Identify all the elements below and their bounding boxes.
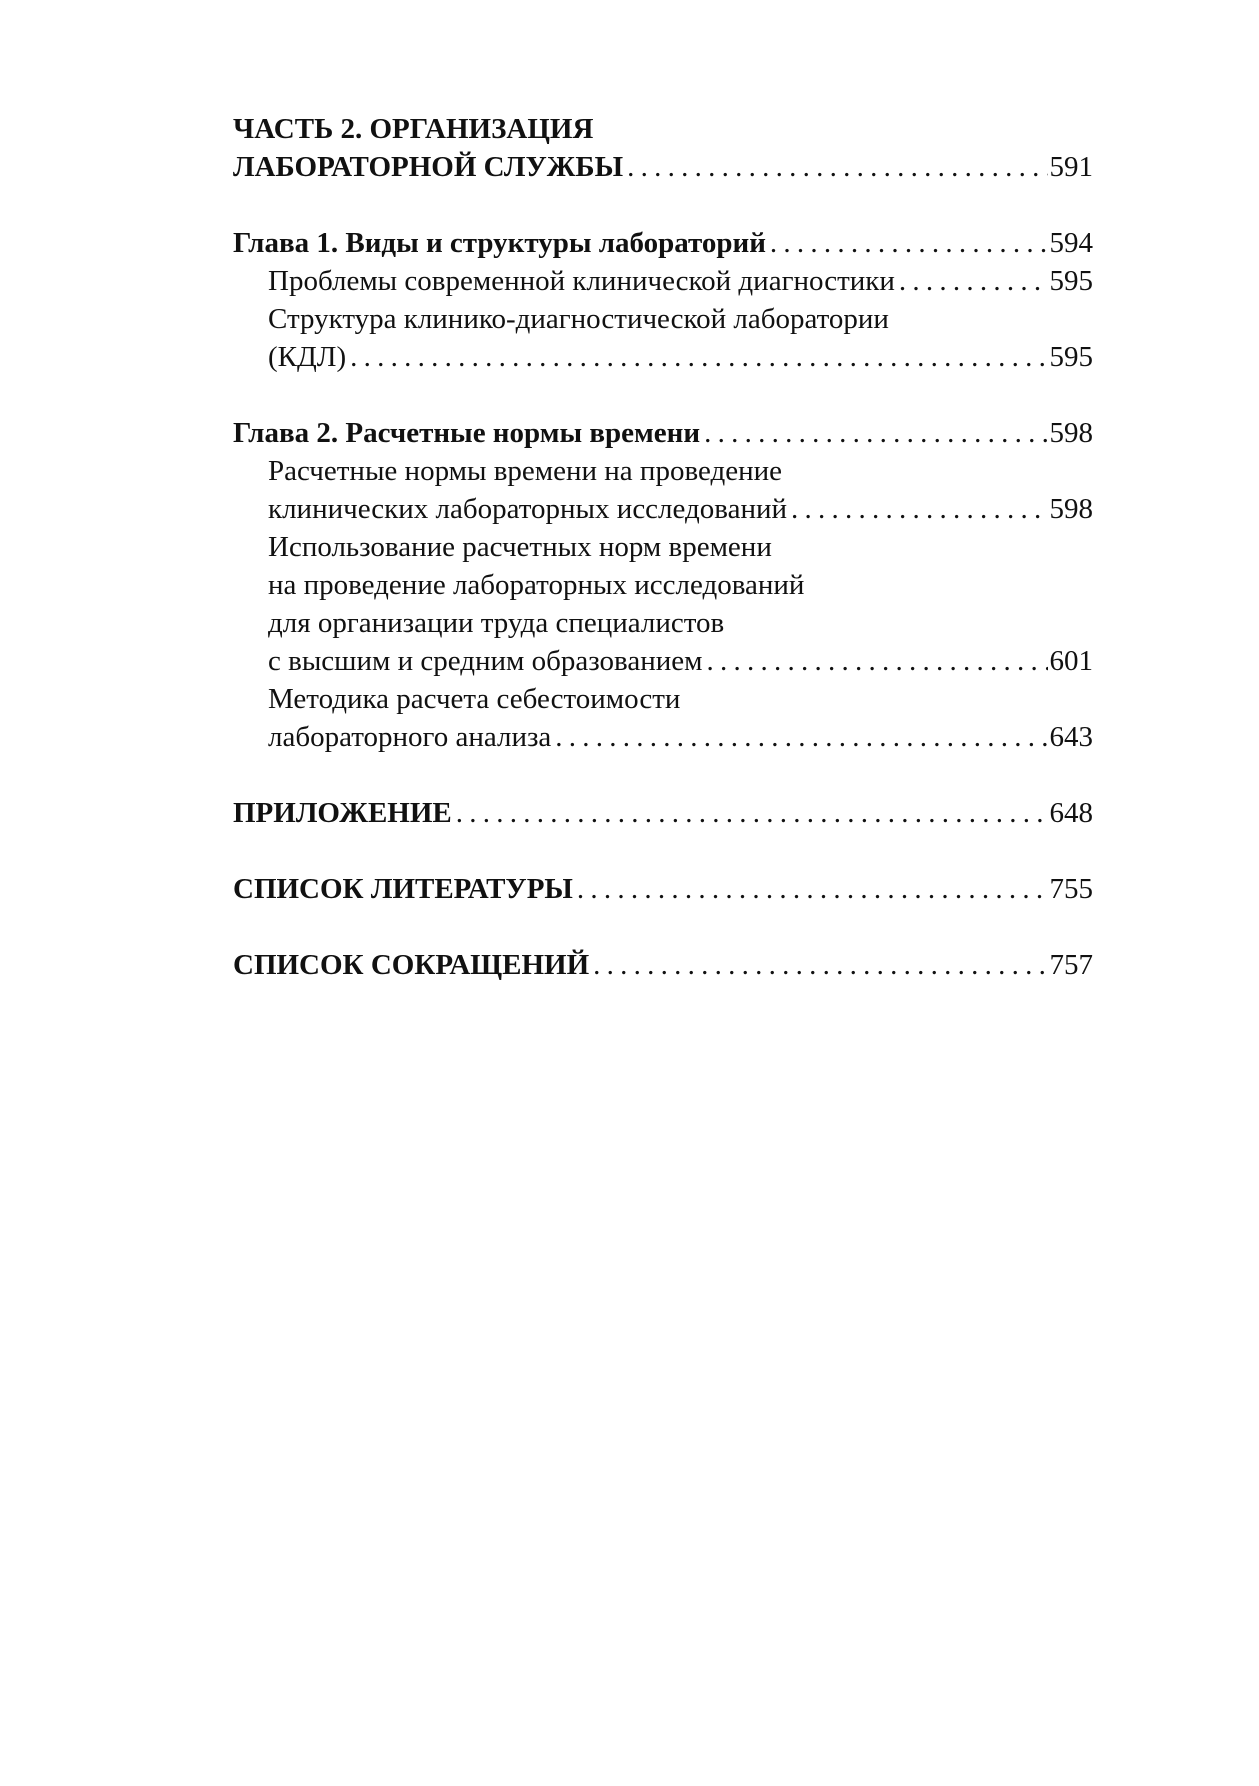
- toc-entry-chapter-2-item-1-line1: [233, 452, 1093, 490]
- spacer: [233, 756, 1093, 794]
- toc-entry-title: для организации труда специалистов: [268, 607, 725, 639]
- dot-leader: [456, 794, 1048, 832]
- toc-page-number: 591: [1049, 151, 1093, 183]
- toc-page-number: 757: [1049, 949, 1093, 981]
- spacer: [233, 376, 1093, 414]
- toc-entry-chapter-2-item-3-line1: [233, 680, 1093, 718]
- toc-entry-references: [233, 870, 1093, 908]
- dot-leader: [899, 262, 1048, 300]
- dot-leader: [350, 338, 1047, 376]
- toc-entry-title: клинических лабораторных исследований: [268, 493, 788, 525]
- toc-entry-chapter-2-item-3: [233, 718, 1093, 756]
- toc-entry-title: Расчетные нормы времени на проведение: [268, 455, 782, 487]
- toc-entry-title: СПИСОК ЛИТЕРАТУРЫ: [233, 873, 573, 905]
- toc-entry-title: Структура клинико-диагностической лаборатории: [268, 303, 889, 335]
- toc-entry-chapter-1-item-1: [233, 262, 1093, 300]
- toc-entry-chapter-2: [233, 414, 1093, 452]
- spacer: [233, 832, 1093, 870]
- toc-entry-title: Глава 2. Расчетные нормы времени: [233, 417, 701, 449]
- toc-entry-title: ПРИЛОЖЕНИЕ: [233, 797, 452, 829]
- toc-entry-title: Методика расчета себестоимости: [268, 683, 681, 715]
- toc-page-number: 598: [1049, 417, 1093, 449]
- toc-entry-title: ЧАСТЬ 2. ОРГАНИЗАЦИЯ: [233, 113, 594, 145]
- toc-entry-title: ЛАБОРАТОРНОЙ СЛУЖБЫ: [233, 151, 624, 183]
- toc-entry-title: на проведение лабораторных исследований: [268, 569, 805, 601]
- toc-entry-chapter-2-item-2-line1: [233, 528, 1093, 566]
- toc-entry-part-2: [233, 148, 1093, 186]
- dot-leader: [704, 414, 1047, 452]
- toc-page-number: 648: [1049, 797, 1093, 829]
- dot-leader: [593, 946, 1047, 984]
- toc-entry-chapter-2-item-1: [233, 490, 1093, 528]
- dot-leader: [555, 718, 1047, 756]
- toc-entry-title: с высшим и средним образованием: [268, 645, 703, 677]
- dot-leader: [791, 490, 1047, 528]
- dot-leader: [577, 870, 1048, 908]
- toc-entry-chapter-2-item-2-line3: [233, 604, 1093, 642]
- toc-page-number: 601: [1049, 645, 1093, 677]
- spacer: [233, 186, 1093, 224]
- toc-entry-abbreviations: [233, 946, 1093, 984]
- spacer: [233, 908, 1093, 946]
- toc-entry-title: (КДЛ): [268, 341, 347, 373]
- toc-entry-chapter-1: [233, 224, 1093, 262]
- toc-entry-title: Проблемы современной клинической диагностики: [268, 265, 895, 297]
- toc-entry-title: Использование расчетных норм времени: [268, 531, 772, 563]
- toc-entry-title: Глава 1. Виды и структуры лабораторий: [233, 227, 766, 259]
- toc-page-number: 598: [1049, 493, 1093, 525]
- toc-entry-appendix: [233, 794, 1093, 832]
- toc-entry-title: лабораторного анализа: [268, 721, 552, 753]
- toc-part-title-line1: [233, 110, 1093, 148]
- toc-page-number: 594: [1049, 227, 1093, 259]
- toc-page-number: 755: [1049, 873, 1093, 905]
- toc-entry-chapter-1-item-2: [233, 338, 1093, 376]
- toc-page-number: 643: [1049, 721, 1093, 753]
- dot-leader: [627, 148, 1047, 186]
- toc-entry-title: СПИСОК СОКРАЩЕНИЙ: [233, 949, 590, 981]
- toc-page-number: 595: [1049, 265, 1093, 297]
- dot-leader: [707, 642, 1048, 680]
- toc-entry-chapter-2-item-2-line2: [233, 566, 1093, 604]
- toc-page-number: 595: [1049, 341, 1093, 373]
- dot-leader: [770, 224, 1048, 262]
- table-of-contents: [233, 110, 1093, 984]
- toc-entry-chapter-1-item-2-line1: [233, 300, 1093, 338]
- toc-entry-chapter-2-item-2: [233, 642, 1093, 680]
